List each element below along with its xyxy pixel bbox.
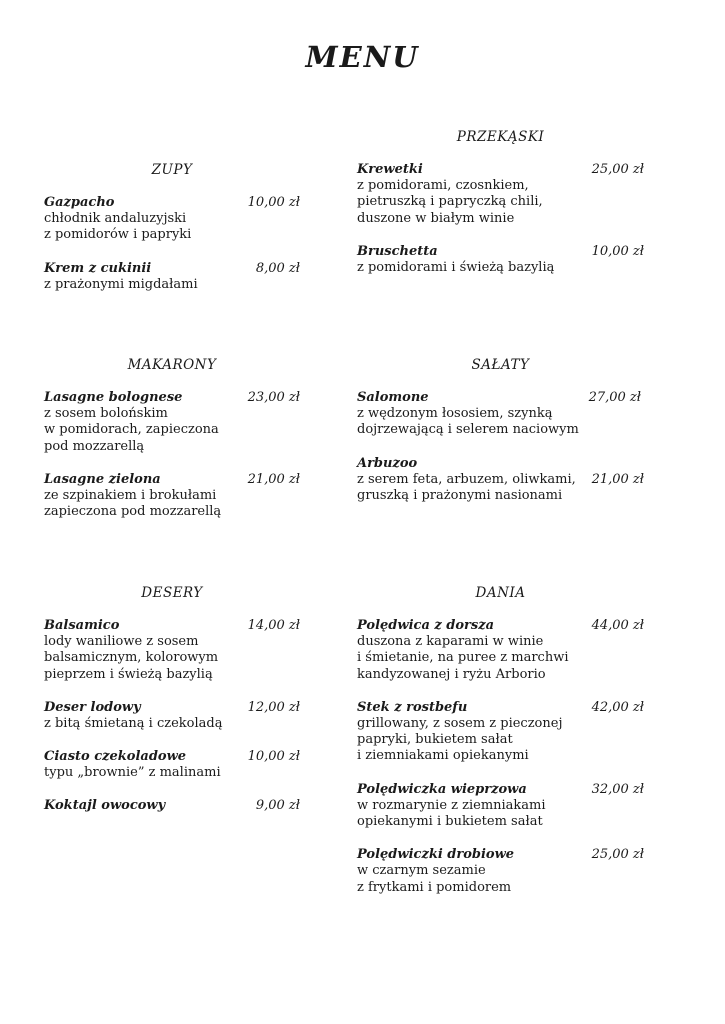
item-price: 27,00 zł [588, 390, 641, 405]
menu-item-lasagne-zielona [44, 472, 300, 521]
item-price: 14,00 zł [247, 618, 300, 633]
menu-item-koktajl-owocowy [44, 798, 300, 814]
section-heading-desery: DESERY [141, 585, 203, 601]
item-name: Polędwica z dorsza [357, 618, 495, 633]
item-desc-line: z pomidorami i świeżą bazylią [357, 259, 555, 275]
item-desc-line: zapieczona pod mozzarellą [44, 504, 222, 520]
menu-item-bruschetta [357, 244, 644, 276]
item-name: Deser lodowy [44, 699, 141, 715]
item-price: 12,00 zł [247, 699, 300, 715]
item-price: 10,00 zł [591, 243, 644, 259]
menu-item-gazpacho [44, 195, 300, 244]
item-price: 42,00 zł [591, 699, 644, 715]
item-desc-line: z frytkami i pomidorem [357, 879, 512, 895]
item-desc-line: z pomidorami, czosnkiem, [357, 178, 529, 193]
item-desc-line: chłodnik andaluzyjski [44, 211, 187, 226]
item-price: 25,00 zł [591, 847, 644, 863]
item-price: 23,00 zł [247, 390, 300, 405]
item-desc-line: papryki, bukietem sałat [357, 732, 513, 748]
menu-item-ciasto-czekoladowe [44, 749, 300, 781]
item-name: Polędwiczki drobiowe [357, 847, 515, 863]
item-desc-line: z bitą śmietaną i czekoladą [44, 715, 223, 731]
item-desc-line: z serem feta, arbuzem, oliwkami, [357, 471, 576, 487]
item-name: Bruschetta [357, 243, 438, 259]
item-name: Lasagne zielona [44, 471, 161, 487]
item-desc-line: typu „brownie” z malinami [44, 765, 221, 781]
item-name: Ciasto czekoladowe [44, 749, 187, 765]
item-desc-line: z sosem bolońskim [44, 406, 168, 421]
item-desc-line: gruszką i prażonymi nasionami [357, 487, 563, 503]
menu-item-poledwica-z-dorsza [357, 618, 644, 683]
item-price: 9,00 zł [255, 798, 300, 814]
item-desc-line: pieprzem i świeżą bazylią [44, 666, 213, 682]
item-desc-line: dojrzewającą i selerem naciowym [357, 422, 579, 438]
menu-item-deser-lodowy [44, 700, 300, 732]
item-desc-line: balsamicznym, kolorowym [44, 650, 219, 666]
item-desc-line: duszone w białym winie [357, 210, 515, 226]
item-name: Salomone [357, 390, 429, 405]
item-desc-line: z pomidorów i papryki [44, 227, 192, 243]
item-desc-line: pietruszką i papryczką chili, [357, 194, 543, 210]
item-name: Krem z cukinii [44, 260, 152, 276]
item-desc-line: grillowany, z sosem z pieczonej [357, 715, 563, 731]
menu-item-krem-z-cukinii [44, 261, 300, 293]
item-desc-line: duszona z kaparami w winie [357, 634, 544, 649]
menu-item-arbuzoo [357, 456, 644, 505]
section-salaty [357, 357, 644, 504]
item-desc-line: ze szpinakiem i brokułami [44, 487, 217, 503]
section-heading-zupy: ZUPY [151, 162, 193, 178]
section-przekaski [357, 129, 644, 276]
menu-title: MENU [305, 40, 420, 74]
item-price: 8,00 zł [255, 260, 300, 276]
item-desc-line: kandyzowanej i ryżu Arborio [357, 666, 546, 682]
item-price: 25,00 zł [591, 162, 644, 177]
item-desc-line: lody waniliowe z sosem [44, 634, 199, 649]
menu-item-salomone [357, 390, 644, 439]
item-price: 21,00 zł [247, 471, 300, 487]
item-name: Balsamico [44, 618, 120, 633]
menu-item-poledwiczka-wieprzowa [357, 782, 644, 831]
item-name: Gazpacho [44, 195, 115, 210]
item-desc-line: pod mozzarellą [44, 438, 145, 454]
item-name: Krewetki [357, 162, 423, 177]
item-name: Lasagne bolognese [44, 390, 183, 405]
item-desc-line: z prażonymi migdałami [44, 276, 198, 292]
item-name: Koktajl owocowy [44, 798, 166, 814]
section-makarony [44, 357, 300, 520]
item-price: 32,00 zł [591, 781, 644, 797]
section-heading-salaty: SAŁATY [471, 357, 530, 373]
section-desery [44, 585, 300, 814]
menu-item-balsamico [44, 618, 300, 683]
item-desc-line: w pomidorach, zapieczona [44, 422, 219, 438]
item-price: 10,00 zł [247, 749, 300, 765]
item-desc-line: opiekanymi i bukietem sałat [357, 814, 543, 830]
section-heading-dania: DANIA [475, 585, 526, 601]
section-heading-przekaski: PRZEKĄSKI [456, 129, 545, 145]
section-dania [357, 585, 644, 896]
menu-item-lasagne-bolognese [44, 390, 300, 455]
item-name: Arbuzoo [357, 455, 418, 471]
item-price: 10,00 zł [247, 195, 300, 210]
item-desc-line: z wędzonym łososiem, szynką [357, 406, 553, 421]
item-name: Polędwiczka wieprzowa [357, 781, 527, 797]
section-zupy [44, 162, 300, 293]
item-desc-line: w czarnym sezamie [357, 863, 486, 879]
item-price: 21,00 zł [591, 471, 644, 487]
item-name: Stek z rostbefu [357, 699, 468, 715]
menu-item-poledwiczki-drobiowe [357, 847, 644, 896]
section-heading-makarony: MAKARONY [127, 357, 217, 373]
item-desc-line: w rozmarynie z ziemniakami [357, 797, 546, 813]
item-desc-line: i śmietanie, na puree z marchwi [357, 650, 569, 666]
menu-item-stek-z-rostbefu [357, 700, 644, 765]
menu-item-krewetki [357, 162, 644, 227]
item-desc-line: i ziemniakami opiekanymi [357, 748, 529, 764]
item-price: 44,00 zł [591, 618, 644, 633]
